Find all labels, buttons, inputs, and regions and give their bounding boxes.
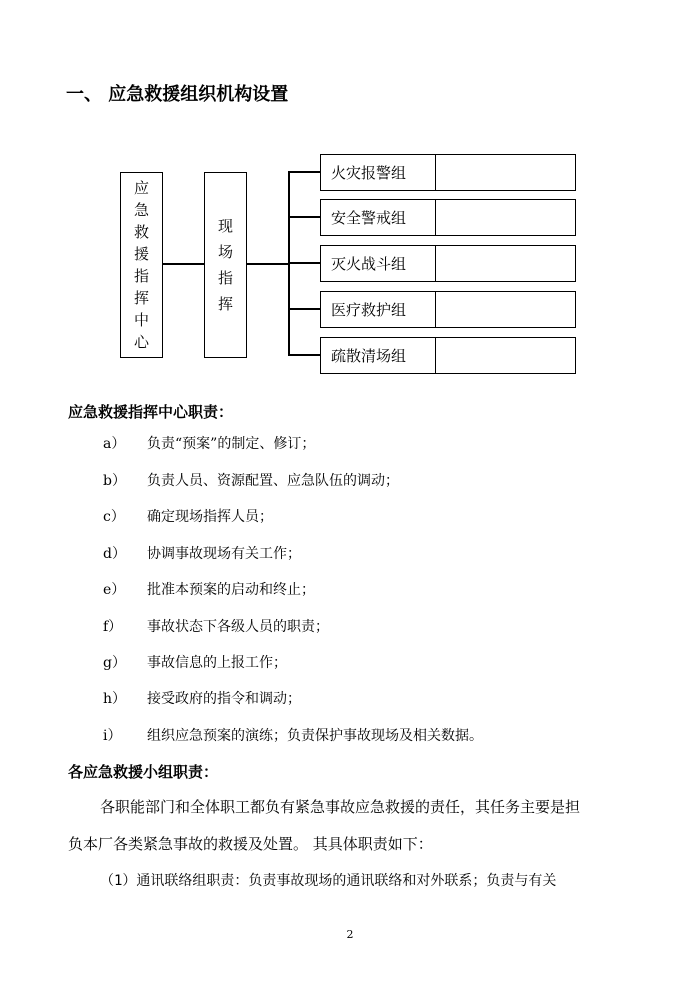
duty-text: 事故状态下各级人员的职责；: [147, 619, 329, 635]
group-duties-para-line: （1）通讯联络组职责：负责事故现场的通讯联络和对外联系；负责与有关: [100, 873, 557, 889]
duty-label: b）: [103, 473, 126, 489]
group-duties-para-line: 各职能部门和全体职工都负有紧急事故应急救援的责任，其任务主要是担: [100, 798, 581, 816]
duty-text: 协调事故现场有关工作；: [147, 546, 301, 562]
field-command-box: [204, 172, 247, 358]
center-char: 援: [133, 245, 149, 263]
group-label: 疏散清场组: [331, 347, 407, 365]
duty-text: 负责人员、资源配置、应急队伍的调动；: [147, 473, 399, 489]
center-duties-heading: 应急救援指挥中心职责：: [68, 403, 234, 421]
duty-label: g）: [103, 655, 126, 671]
duty-item: [103, 433, 315, 453]
group-blank-box: [435, 199, 576, 236]
center-char: 急: [133, 201, 149, 219]
duty-item: [103, 725, 483, 745]
duty-item: [103, 579, 315, 599]
field-char: 场: [217, 243, 233, 261]
connector-center-field: [163, 263, 204, 265]
group-duties-para-line: 负本厂各类紧急事故的救援及处置。 其具体职责如下：: [68, 835, 433, 853]
duty-text: 确定现场指挥人员；: [147, 509, 273, 525]
center-char: 救: [133, 223, 149, 241]
command-center-box: [120, 172, 163, 358]
connector-branch: [288, 216, 320, 218]
connector-branch: [288, 262, 320, 264]
group-duties-heading: 各应急救援小组职责：: [68, 763, 219, 781]
duty-label: e）: [103, 582, 126, 598]
connector-branch: [288, 308, 320, 310]
center-char: 指: [133, 267, 149, 285]
duty-item: [103, 688, 301, 708]
group-box-evacuation: [320, 337, 437, 374]
center-char: 心: [133, 333, 149, 351]
duty-label: i）: [103, 728, 122, 744]
duty-text: 负责“预案”的制定、修订；: [147, 436, 316, 452]
duty-text: 接受政府的指令和调动；: [147, 691, 301, 707]
group-label: 火灾报警组: [331, 164, 407, 182]
group-label: 灭火战斗组: [331, 255, 407, 273]
field-char: 指: [217, 269, 233, 287]
section-title: 一、 应急救援组织机构设置: [66, 84, 289, 105]
duty-label: h）: [103, 691, 127, 707]
group-box-fire-alarm: [320, 154, 437, 191]
connector-branch: [288, 354, 320, 356]
duty-item: [103, 652, 287, 672]
group-blank-box: [435, 291, 576, 328]
page-number: 2: [346, 928, 354, 941]
duty-label: c）: [103, 509, 125, 525]
connector-branch: [288, 171, 320, 173]
duty-label: d）: [103, 546, 126, 562]
field-char: 现: [217, 217, 233, 235]
center-char: 应: [133, 179, 149, 197]
duty-item: [103, 506, 273, 526]
duty-label: a）: [103, 436, 126, 452]
group-box-security: [320, 199, 437, 236]
group-label: 医疗救护组: [331, 301, 407, 319]
group-label: 安全警戒组: [331, 209, 407, 227]
duty-text: 事故信息的上报工作；: [147, 655, 287, 671]
duty-item: [103, 470, 399, 490]
center-char: 中: [133, 311, 149, 329]
connector-field-trunk: [247, 263, 289, 265]
duty-text: 组织应急预案的演练；负责保护事故现场及相关数据。: [147, 728, 483, 744]
group-blank-box: [435, 245, 576, 282]
duty-label: f）: [103, 619, 123, 635]
field-char: 挥: [217, 295, 233, 313]
duty-text: 批准本预案的启动和终止；: [147, 582, 315, 598]
duty-item: [103, 616, 329, 636]
group-blank-box: [435, 154, 576, 191]
duty-item: [103, 543, 301, 563]
center-char: 挥: [133, 289, 149, 307]
group-blank-box: [435, 337, 576, 374]
group-box-firefighting: [320, 245, 437, 282]
group-box-medical: [320, 291, 437, 328]
